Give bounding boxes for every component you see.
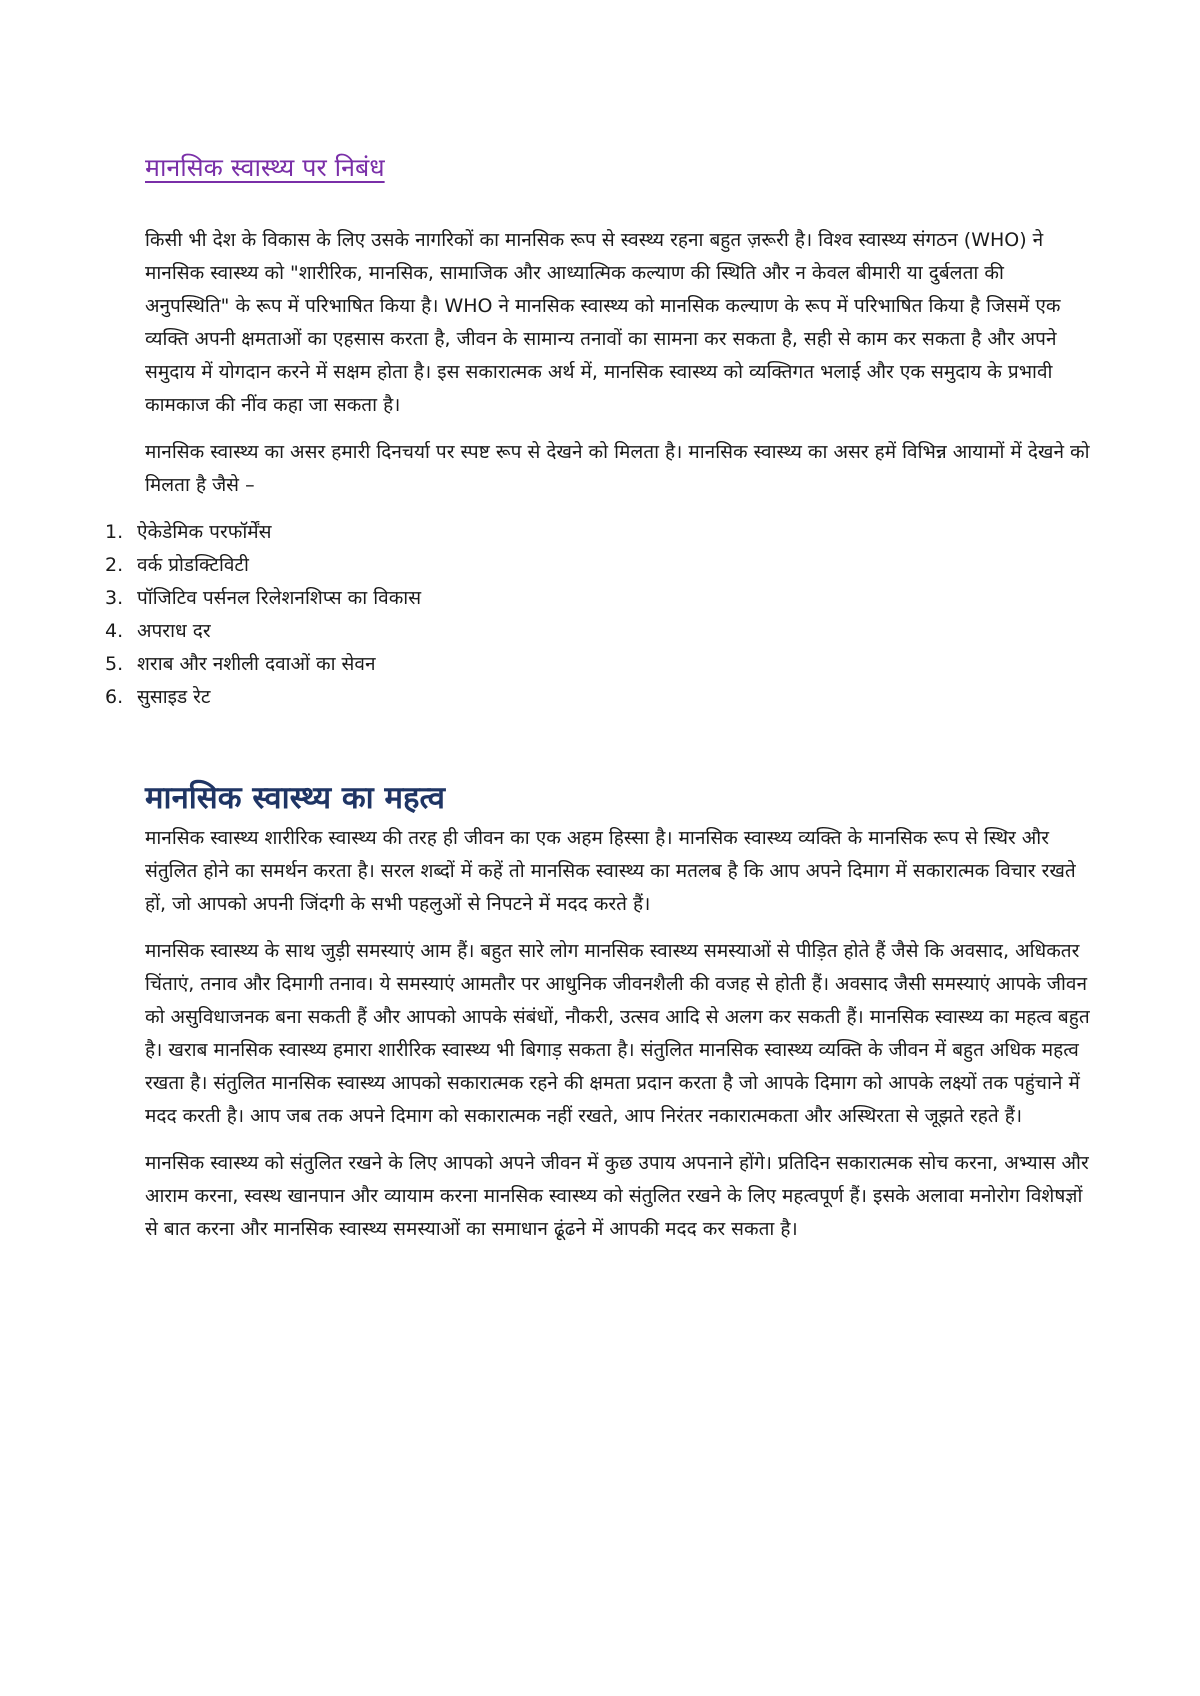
- impact-list: [105, 516, 1090, 714]
- body-paragraph-3: मानसिक स्वास्थ्य को संतुलित रखने के लिए आपको अपने जीवन में कुछ उपाय अपनाने होंगे। प्रतिदिन सकारात्मक सोच करना, अभ्यास और आराम करना, स्वस्थ खानपान और व्यायाम करना मानसिक स्वास्थ्य को संतुलित रखने के लिए महत्वपूर्ण हैं। इसके अलावा मनोरोग विशेषज्ञों से बात करना और मानसिक स्वास्थ्य समस्याओं का समाधान ढूंढने में आपकी मदद कर सकता है।: [145, 1152, 1089, 1240]
- list-item: [105, 648, 1090, 681]
- list-text: शराब और नशीली दवाओं का सेवन: [137, 653, 376, 675]
- section-heading: मानसिक स्वास्थ्य का महत्व: [145, 780, 445, 816]
- body-paragraph-1: मानसिक स्वास्थ्य शारीरिक स्वास्थ्य की तरह ही जीवन का एक अहम हिस्सा है। मानसिक स्वास्थ्य व्यक्ति के मानसिक रूप से स्थिर और संतुलित होने का समर्थन करता है। सरल शब्दों में कहें तो मानसिक स्वास्थ्य का मतलब है कि आप अपने दिमाग में सकारात्मक विचार रखते हों, जो आपको अपनी जिंदगी के सभी पहलुओं से निपटने में मदद करते हैं।: [145, 827, 1076, 915]
- list-number: 4.: [105, 620, 124, 642]
- list-item: [105, 681, 1090, 714]
- list-item: [105, 549, 1090, 582]
- list-item: [105, 516, 1090, 549]
- list-number: 5.: [105, 653, 124, 675]
- intro-paragraph-2: मानसिक स्वास्थ्य का असर हमारी दिनचर्या पर स्पष्ट रूप से देखने को मिलता है। मानसिक स्वास्थ्य का असर हमें विभिन्न आयामों में देखने को मिलता है जैसे –: [145, 441, 1090, 496]
- list-text: ऐकेडेमिक परफॉर्मेंस: [137, 521, 272, 543]
- list-text: वर्क प्रोडक्टिविटी: [137, 554, 249, 576]
- list-number: 1.: [105, 521, 124, 543]
- essay-title: मानसिक स्वास्थ्य पर निबंध: [145, 153, 385, 182]
- list-text: पॉजिटिव पर्सनल रिलेशनशिप्स का विकास: [137, 587, 422, 609]
- list-item: [105, 615, 1090, 648]
- list-text: अपराध दर: [137, 620, 211, 642]
- list-item: [105, 582, 1090, 615]
- body-paragraph-2: मानसिक स्वास्थ्य के साथ जुड़ी समस्याएं आम हैं। बहुत सारे लोग मानसिक स्वास्थ्य समस्याओं से पीड़ित होते हैं जैसे कि अवसाद, अधिकतर चिंताएं, तनाव और दिमागी तनाव। ये समस्याएं आमतौर पर आधुनिक जीवनशैली की वजह से होती हैं। अवसाद जैसी समस्याएं आपके जीवन को असुविधाजनक बना सकती हैं और आपको आपके संबंधों, नौकरी, उत्सव आदि से अलग कर सकती हैं। मानसिक स्वास्थ्य का महत्व बहुत है। खराब मानसिक स्वास्थ्य हमारा शारीरिक स्वास्थ्य भी बिगाड़ सकता है। संतुलित मानसिक स्वास्थ्य व्यक्ति के जीवन में बहुत अधिक महत्व रखता है। संतुलित मानसिक स्वास्थ्य आपको सकारात्मक रहने की क्षमता प्रदान करता है जो आपके दिमाग को आपके लक्ष्यों तक पहुंचाने में मदद करती है। आप जब तक अपने दिमाग को सकारात्मक नहीं रखते, आप निरंतर नकारात्मकता और अस्थिरता से जूझते रहते हैं।: [145, 940, 1090, 1127]
- list-number: 3.: [105, 587, 124, 609]
- intro-paragraph-1: किसी भी देश के विकास के लिए उसके नागरिकों का मानसिक रूप से स्वस्थ्य रहना बहुत ज़रूरी है। विश्व स्वास्थ्य संगठन (WHO) ने मानसिक स्वास्थ्य को "शारीरिक, मानसिक, सामाजिक और आध्यात्मिक कल्याण की स्थिति और न केवल बीमारी या दुर्बलता की अनुपस्थिति" के रूप में परिभाषित किया है। WHO ने मानसिक स्वास्थ्य को मानसिक कल्याण के रूप में परिभाषित किया है जिसमें एक व्यक्ति अपनी क्षमताओं का एहसास करता है, जीवन के सामान्य तनावों का सामना कर सकता है, सही से काम कर सकता है और अपने समुदाय में योगदान करने में सक्षम होता है। इस सकारात्मक अर्थ में, मानसिक स्वास्थ्य को व्यक्तिगत भलाई और एक समुदाय के प्रभावी कामकाज की नींव कहा जा सकता है।: [145, 229, 1061, 416]
- list-number: 2.: [105, 554, 124, 576]
- list-number: 6.: [105, 686, 124, 708]
- list-text: सुसाइड रेट: [137, 686, 211, 708]
